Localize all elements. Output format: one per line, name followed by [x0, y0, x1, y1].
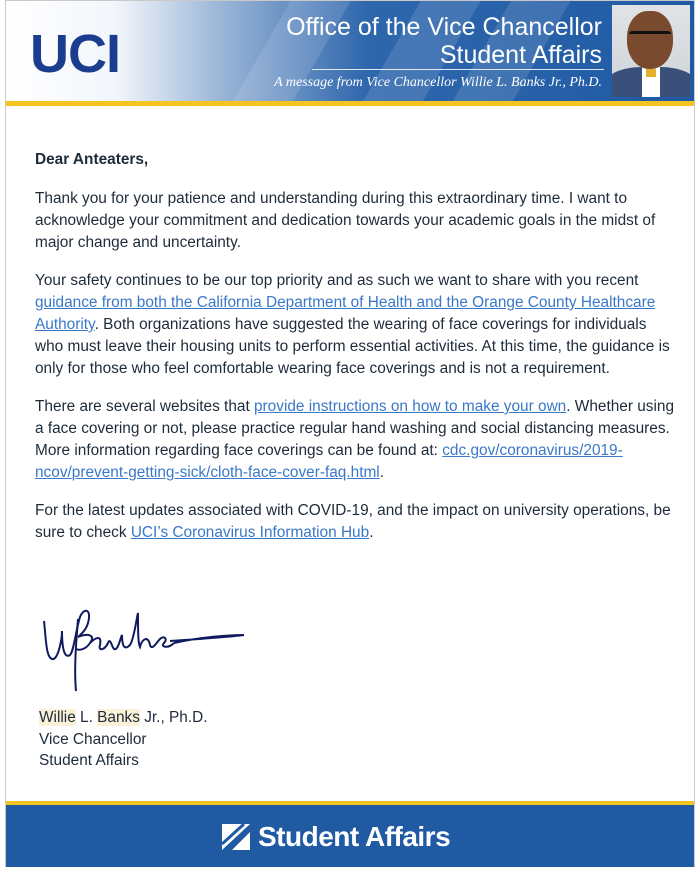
office-title-line1: Office of the Vice Chancellor	[286, 13, 602, 41]
paragraph-2-text: . Both organizations have suggested the wearing of face coverings for individuals who must leave their housing units to perform essential activities. At this time, the guidance is only for those who feel comfortable wearing face coverings and is not a requirement.	[35, 316, 670, 377]
paragraph-3-text: . Whether using a face covering or not, please practice regular hand washing and social distancing measures. More information regarding face coverings can be found at:	[35, 398, 675, 459]
signer-first-name: Willie	[39, 709, 76, 726]
office-title	[286, 13, 602, 69]
student-affairs-stripes-icon	[222, 824, 250, 850]
guidance-link[interactable]: guidance from both the California Department of Health and the Orange County Healthcare Authority	[35, 294, 656, 333]
footer-banner	[6, 801, 694, 867]
student-affairs-logo	[222, 819, 450, 855]
paragraph-3-text: There are several websites that	[35, 398, 254, 415]
paragraph-4-text: .	[369, 524, 374, 541]
paragraph-4-text: For the latest updates associated with COVID-19, and the impact on university operations, be sure to check	[35, 502, 671, 541]
portrait-glasses	[629, 31, 671, 44]
paragraph-2	[35, 270, 675, 380]
uci-logo: UCI	[30, 24, 120, 84]
portrait-bowtie	[646, 69, 656, 77]
header-divider	[312, 69, 604, 70]
footer-brand-text: Student Affairs	[258, 821, 451, 852]
signer-suffix: Jr., Ph.D.	[139, 709, 208, 726]
handwritten-signature	[40, 599, 250, 697]
signer-department: Student Affairs	[39, 752, 139, 769]
paragraph-3-text: .	[379, 464, 384, 481]
paragraph-3	[35, 396, 675, 484]
signer-title: Vice Chancellor	[39, 730, 147, 748]
greeting: Dear Anteaters,	[35, 151, 149, 168]
signer-name	[39, 707, 208, 729]
letter-header	[6, 1, 694, 101]
instructions-link[interactable]: provide instructions on how to make your own	[254, 398, 567, 415]
letter-body	[35, 149, 675, 560]
cdc-link[interactable]: cdc.gov/coronavirus/2019-ncov/prevent-getting-sick/cloth-face-cover-faq.html	[35, 442, 623, 481]
coronavirus-hub-link[interactable]: UCI’s Coronavirus Information Hub	[130, 524, 370, 541]
office-title-line2: Student Affairs	[439, 41, 602, 69]
paragraph-1: Thank you for your patience and understanding during this extraordinary time. I want to acknowledge your commitment and dedication towards your academic goals in the midst of major change and uncertainty.	[35, 190, 656, 251]
paragraph-4	[35, 500, 675, 544]
signature-block	[39, 707, 208, 772]
paragraph-2-text: Your safety continues to be our top priority and as such we want to share with you recent	[35, 272, 639, 289]
header-gold-bar	[6, 101, 694, 106]
signer-last-name: Banks	[97, 709, 140, 726]
signer-middle-initial: L.	[75, 709, 98, 726]
vice-chancellor-portrait	[612, 5, 690, 97]
email-frame	[5, 0, 695, 867]
header-subtitle: A message from Vice Chancellor Willie L. Banks Jr., Ph.D.	[274, 75, 602, 90]
